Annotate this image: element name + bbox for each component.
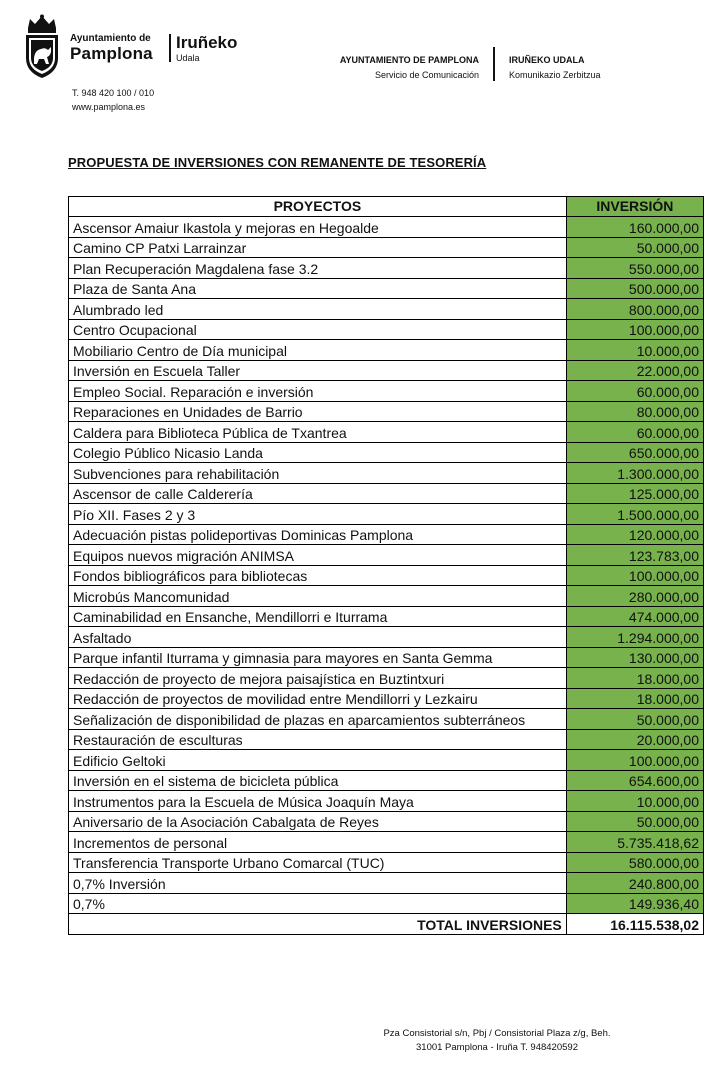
project-name-cell: Plan Recuperación Magdalena fase 3.2 [69,258,567,279]
project-name-cell: Inversión en el sistema de bicicleta pública [69,770,567,791]
investment-amount-cell: 474.000,00 [566,606,703,627]
investment-amount-cell: 60.000,00 [566,422,703,443]
project-name-cell: 0,7% Inversión [69,873,567,894]
department-eu-title: IRUÑEKO UDALA [509,55,585,65]
column-header-investment: INVERSIÓN [566,197,703,217]
table-row [69,217,704,238]
table-row [69,340,704,361]
investment-amount-cell: 20.000,00 [566,729,703,750]
project-name-cell: Parque infantil Iturrama y gimnasia para mayores en Santa Gemma [69,647,567,668]
table-row [69,360,704,381]
table-row [69,852,704,873]
table-row [69,893,704,914]
project-name-cell: Empleo Social. Reparación e inversión [69,381,567,402]
table-row [69,627,704,648]
project-name-cell: Asfaltado [69,627,567,648]
investment-amount-cell: 100.000,00 [566,750,703,771]
project-name-cell: Restauración de esculturas [69,729,567,750]
investment-amount-cell: 149.936,40 [566,893,703,914]
investment-amount-cell: 123.783,00 [566,545,703,566]
table-row [69,545,704,566]
table-row [69,832,704,853]
document-title: PROPUESTA DE INVERSIONES CON REMANENTE DE TESORERÍA [68,155,487,170]
table-row [69,647,704,668]
investment-amount-cell: 5.735.418,62 [566,832,703,853]
investment-amount-cell: 60.000,00 [566,381,703,402]
investment-amount-cell: 654.600,00 [566,770,703,791]
total-label: TOTAL INVERSIONES [69,914,567,935]
table-row [69,688,704,709]
investment-amount-cell: 80.000,00 [566,401,703,422]
investment-amount-cell: 120.000,00 [566,524,703,545]
project-name-cell: Pío XII. Fases 2 y 3 [69,504,567,525]
project-name-cell: Ascensor Amaiur Ikastola y mejoras en Hegoalde [69,217,567,238]
table-row [69,483,704,504]
investment-amount-cell: 10.000,00 [566,340,703,361]
table-row [69,442,704,463]
project-name-cell: 0,7% [69,893,567,914]
project-name-cell: Ascensor de calle Calderería [69,483,567,504]
org-name-city: Pamplona [70,44,153,63]
investment-amount-cell: 100.000,00 [566,319,703,340]
table-row [69,873,704,894]
investment-amount-cell: 18.000,00 [566,668,703,689]
project-name-cell: Instrumentos para la Escuela de Música Joaquín Maya [69,791,567,812]
table-row [69,319,704,340]
project-name-cell: Fondos bibliográficos para bibliotecas [69,565,567,586]
table-row [69,422,704,443]
project-name-cell: Colegio Público Nicasio Landa [69,442,567,463]
investment-amount-cell: 50.000,00 [566,709,703,730]
department-es-title: AYUNTAMIENTO DE PAMPLONA [339,55,479,65]
table-row [69,770,704,791]
project-name-cell: Redacción de proyectos de movilidad entre Mendillorri y Lezkairu [69,688,567,709]
table-header-row [69,197,704,217]
org-name-city-small: Ayuntamiento de [70,33,151,44]
department-eu [509,54,601,81]
table-row [69,750,704,771]
department-es-subtitle: Servicio de Comunicación [374,70,479,80]
table-row [69,381,704,402]
investments-table [68,196,704,935]
project-name-cell: Edificio Geltoki [69,750,567,771]
investment-amount-cell: 1.300.000,00 [566,463,703,484]
project-name-cell: Plaza de Santa Ana [69,278,567,299]
investment-amount-cell: 580.000,00 [566,852,703,873]
table-row [69,606,704,627]
project-name-cell: Caldera para Biblioteca Pública de Txantrea [69,422,567,443]
table-row [69,586,704,607]
investment-amount-cell: 800.000,00 [566,299,703,320]
table-row [69,565,704,586]
department-eu-subtitle: Komunikazio Zerbitzua [509,70,601,80]
pamplona-coat-of-arms-logo [22,14,62,80]
investment-amount-cell: 650.000,00 [566,442,703,463]
table-row [69,504,704,525]
investment-amount-cell: 160.000,00 [566,217,703,238]
org-name-basque: Iruñeko [176,33,238,52]
header-divider [169,34,171,62]
column-header-projects: PROYECTOS [69,197,567,217]
project-name-cell: Alumbrado led [69,299,567,320]
footer-address-line-2: 31001 Pamplona - Iruña T. 948420592 [416,1042,578,1053]
project-name-cell: Mobiliario Centro de Día municipal [69,340,567,361]
project-name-cell: Inversión en Escuela Taller [69,360,567,381]
project-name-cell: Reparaciones en Unidades de Barrio [69,401,567,422]
project-name-cell: Señalización de disponibilidad de plazas en aparcamientos subterráneos [69,709,567,730]
table-row [69,791,704,812]
investment-amount-cell: 50.000,00 [566,237,703,258]
table-body [69,217,704,914]
contact-phone: T. 948 420 100 / 010 [72,88,155,98]
investment-amount-cell: 500.000,00 [566,278,703,299]
investment-amount-cell: 22.000,00 [566,360,703,381]
contact-website: www.pamplona.es [72,102,146,112]
investment-amount-cell: 240.800,00 [566,873,703,894]
project-name-cell: Subvenciones para rehabilitación [69,463,567,484]
org-name-basque-small: Udala [176,53,200,63]
footer-address [300,1027,694,1055]
project-name-cell: Transferencia Transporte Urbano Comarcal (TUC) [69,852,567,873]
department-es [340,54,479,81]
project-name-cell: Camino CP Patxi Larrainzar [69,237,567,258]
investment-amount-cell: 50.000,00 [566,811,703,832]
total-row [69,914,704,935]
investment-amount-cell: 1.500.000,00 [566,504,703,525]
project-name-cell: Incrementos de personal [69,832,567,853]
table-row [69,401,704,422]
table-row [69,278,704,299]
department-divider [493,47,495,81]
table-row [69,524,704,545]
table-row [69,811,704,832]
project-name-cell: Aniversario de la Asociación Cabalgata de Reyes [69,811,567,832]
table-row [69,709,704,730]
investment-amount-cell: 550.000,00 [566,258,703,279]
footer-address-line-1: Pza Consistorial s/n, Pbj / Consistorial Plaza z/g, Beh. [383,1028,611,1039]
project-name-cell: Centro Ocupacional [69,319,567,340]
investment-amount-cell: 130.000,00 [566,647,703,668]
project-name-cell: Caminabilidad en Ensanche, Mendillorri e Iturrama [69,606,567,627]
investment-amount-cell: 125.000,00 [566,483,703,504]
table-row [69,299,704,320]
investment-amount-cell: 1.294.000,00 [566,627,703,648]
investment-amount-cell: 280.000,00 [566,586,703,607]
project-name-cell: Redacción de proyecto de mejora paisajística en Buztintxuri [69,668,567,689]
table-row [69,258,704,279]
table-row [69,463,704,484]
investment-amount-cell: 100.000,00 [566,565,703,586]
investment-amount-cell: 18.000,00 [566,688,703,709]
project-name-cell: Adecuación pistas polideportivas Dominicas Pamplona [69,524,567,545]
investment-amount-cell: 10.000,00 [566,791,703,812]
table-row [69,237,704,258]
project-name-cell: Equipos nuevos migración ANIMSA [69,545,567,566]
table-row [69,729,704,750]
total-value: 16.115.538,02 [566,914,703,935]
table-row [69,668,704,689]
project-name-cell: Microbús Mancomunidad [69,586,567,607]
